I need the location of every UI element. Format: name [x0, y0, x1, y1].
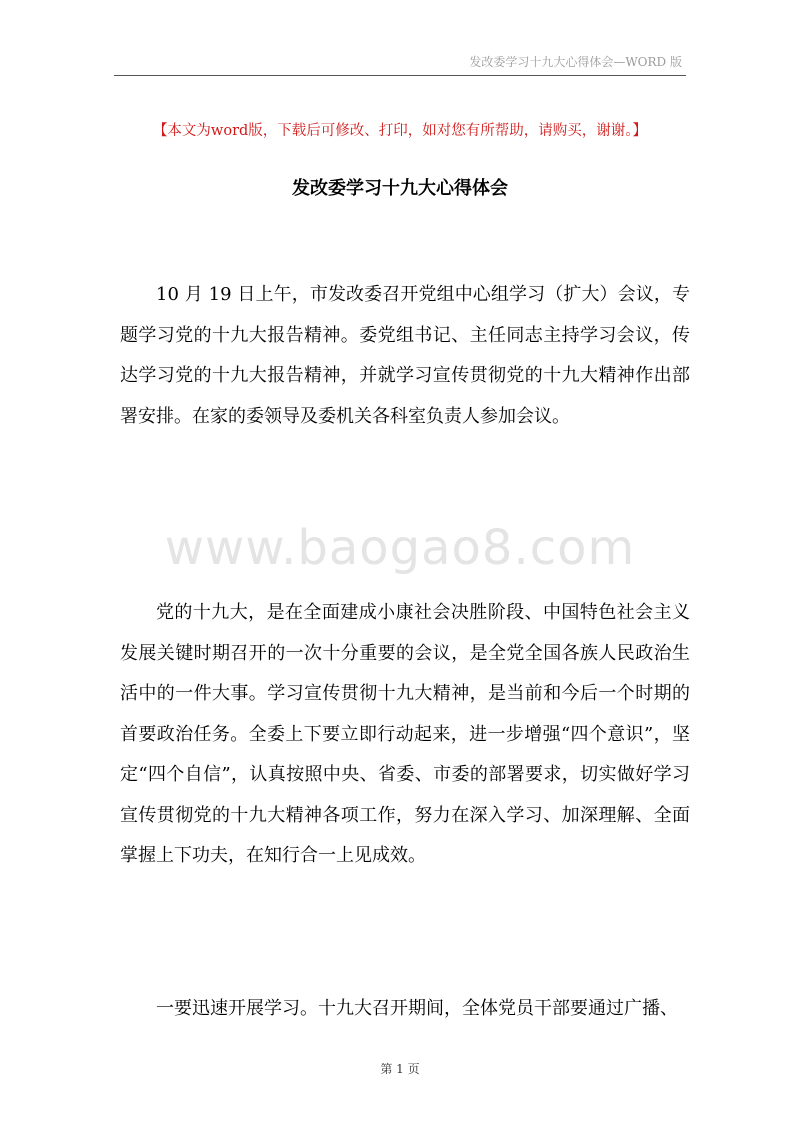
watermark: www.baogao8.com	[164, 520, 636, 576]
paragraph-1: 10 月 19 日上午，市发改委召开党组中心组学习（扩大）会议，专题学习党的十九大报告精神。委党组书记、主任同志主持学习会议，传达学习党的十九大报告精神，并就学习宣传贯彻党的十九大精神作出部署安排。在家的委领导及委机关各科室负责人参加会议。	[120, 284, 690, 427]
page-number: 第 1 页	[380, 1062, 420, 1076]
paragraph-2: 党的十九大，是在全面建成小康社会决胜阶段、中国特色社会主义发展关键时期召开的一次十分重要的会议，是全党全国各族人民政治生活中的一件大事。学习宣传贯彻十九大精神，是当前和今后一个时期的首要政治任务。全委上下要立即行动起来，进一步增强“四个意识”，坚定“四个自信”，认真按照中央、省委、市委的部署要求，切实做好学习宣传贯彻党的十九大精神各项工作，努力在深入学习、加深理解、全面掌握上下功夫，在知行合一上见成效。	[120, 602, 690, 866]
running-header: 发改委学习十九大心得体会—WORD 版	[469, 55, 682, 69]
header-divider	[114, 75, 686, 76]
document-title: 发改委学习十九大心得体会	[292, 178, 508, 199]
purchase-notice: 【本文为word版，下载后可修改、打印，如对您有所帮助，请购买，谢谢。】	[152, 123, 648, 139]
paragraph-3: 一要迅速开展学习。十九大召开期间，全体党员干部要通过广播、	[156, 998, 678, 1019]
